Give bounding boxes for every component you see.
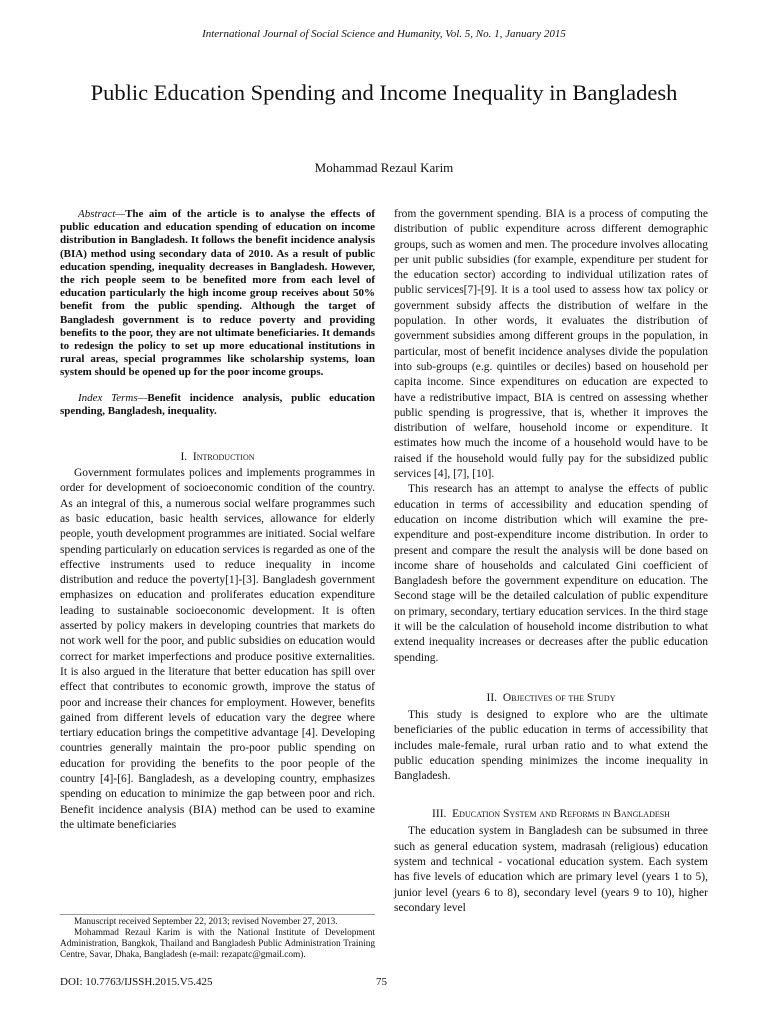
abstract-lead: Abstract— xyxy=(78,208,126,220)
section-2-number: II. xyxy=(486,691,498,704)
section-3-heading xyxy=(394,808,708,820)
education-system-paragraph: The education system in Bangladesh can be subsumed in three such as general education system, madrasah (religious) education system and technical - vocational education system. Each system has five levels of education which are primary level (years 1 to 5), junior level (years 6 to 8), secondary level (years 9 to 10), higher secondary level xyxy=(394,825,708,914)
section-2-heading xyxy=(394,692,708,704)
index-terms-lead: Index Terms— xyxy=(78,391,148,404)
page-number: 75 xyxy=(376,976,387,988)
section-3-title: Education System and Reforms in Bangladesh xyxy=(452,808,670,821)
index-terms-text: Benefit incidence analysis, public education spending, Bangladesh, inequality. xyxy=(60,391,375,417)
research-paragraph: This research has an attempt to analyse the effects of public education in terms of accessibility and education spending of education on income distribution which will examine the pre-expenditure and post-expenditure income distribution. In order to present and compare the result the analysis will be done based on income share of households and calculated Gini coefficient of Bangladesh before the government expenditure on education. The Second stage will be the detailed calculation of public expenditure on primary, secondary, tertiary education services. In the third stage it will be the calculation of household income distribution to what extend inequality increases or decreases after the public education spending. xyxy=(394,483,708,664)
section-3-number: III. xyxy=(432,808,447,821)
objectives-paragraph: This study is designed to explore who are the ultimate beneficiaries of the public education in terms of accessibility that includes male-female, rural urban ratio and to what extend the public education spending minimizes the income inequality in Bangladesh. xyxy=(394,708,708,783)
index-terms xyxy=(60,392,375,418)
section-1-number: I. xyxy=(180,451,188,464)
bia-paragraph: from the government spending. BIA is a process of computing the distribution of public expenditure across different demographic groups, such as women and men. The procedure involves allocating per unit public subsidies (for example, expenditure per student for the education sector) according to individual utilization rates of public services[7]-[9]. It is a tool used to assess how tax policy or government subsidy affects the distribution of welfare in the population. In other words, it evaluates the distribution of government subsidies among different groups in the population, in particular, most of benefit incidence analyses divide the population into sub-groups (e.g. quintiles or deciles) based on household per capita income. Since expenditures on education are expected to have a redistributive impact, BIA is centred on assessing whether public spending is progressive, that is, whether it improves the distribution of welfare, household income or expenditure. It estimates how much the income of a household would have to be raised if the household would fully pay for the subsidized public services [4], [7], [10]. xyxy=(394,208,708,481)
section-1-title: Introduction xyxy=(192,451,255,464)
intro-paragraph: Government formulates polices and implements programmes in order for development of socioeconomic condition of the country. As an integral of this, a numerous social welfare programmes such as basic education, basic health services, allowance for elderly people, youth development programmes are initiated. Social welfare spending particularly on education services is regarded as one of the effective instruments used to reduce inequality in income distribution and reduce the poverty[1]-[3]. Bangladesh government emphasizes on education and proliferates education expenditure leading to sustainable socioeconomic development. It is often asserted by policy makers in developing countries that markets do not work well for the poor, and public subsidies on education would correct for market imperfections and produce positive externalities. It is also argued in the literature that better education has spill over effect that contributes to economic growth, improve the status of poor and increase their chances for employment. However, benefits gained from different levels of education vary the degree where tertiary education brings the competitive advantage [4]. Developing countries generally maintain the pro-poor public spending on education for providing the benefits to the poor people of the country [4]-[6]. Bangladesh, as a developing country, emphasizes spending on education to minimize the gap between poor and rich. Benefit incidence analysis (BIA) method can be used to examine the ultimate beneficiaries xyxy=(60,467,375,831)
author-name: Mohammad Rezaul Karim xyxy=(314,160,454,175)
abstract xyxy=(60,208,375,380)
footnote-affiliation: Mohammad Rezaul Karim is with the National Institute of Development Administration, Bangkok, Thailand and Bangladesh Public Administration Training Centre, Savar, Dhaka, Bangladesh (e-mail: rezapatc@gmail.com). xyxy=(60,928,375,960)
paper-title: Public Education Spending and Income Inequality in Bangladesh xyxy=(90,80,678,105)
footnote-received: Manuscript received September 22, 2013; revised November 27, 2013. xyxy=(74,917,338,927)
footnotes xyxy=(60,914,375,961)
section-2-title: Objectives of the Study xyxy=(502,691,616,704)
journal-header: International Journal of Social Science and Humanity, Vol. 5, No. 1, January 2015 xyxy=(202,28,566,40)
right-column xyxy=(394,207,708,916)
section-1-heading xyxy=(60,451,375,463)
abstract-text: The aim of the article is to analyse the effects of public education and education spending of education on income distribution in Bangladesh. It follows the benefit incidence analysis (BIA) method using secondary data of 2010. As a result of public education spending, inequality decreases in Bangladesh. However, the rich people seem to be benefited more from each level of education particularly the high income group receives about 50% benefit from the public spending. Although the target of Bangladesh government is to reduce poverty and providing benefits to the poor, they are not ultimate beneficiaries. It demands to redesign the policy to set up more educational institutions in rural areas, special programmes like scholarship systems, loan system should be opened up for the poor income groups. xyxy=(60,208,375,379)
doi-label: DOI: 10.7763/IJSSH.2015.V5.425 xyxy=(60,976,213,988)
left-column xyxy=(60,208,375,833)
